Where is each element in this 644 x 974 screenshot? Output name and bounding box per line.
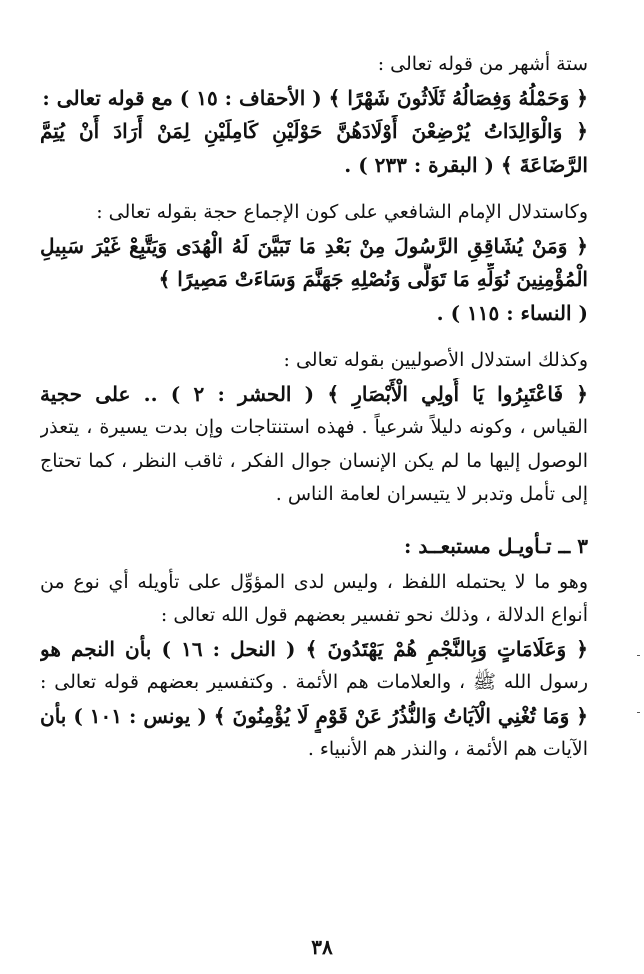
text-line: أنواع الدلالة ، وذلك نحو تفسير بعضهم قول الله تعالى : (160, 604, 588, 626)
verse-line: ﴿ وَمَنْ يُشَاقِقِ الرَّسُولَ مِنْ بَعْدِ مَا تَبَيَّنَ لَهُ الْهُدَى وَيَتَّبِعْ غَيْرَ سَبِيلِ (40, 233, 588, 258)
verse-line: الرَّضَاعَةَ ﴾ ( البقرة : ٢٣٣ ) . (344, 152, 588, 177)
verse-line: ﴿ وَالْوَالِدَاتُ يُرْضِعْنَ أَوْلَادَهُنَّ حَوْلَيْنِ كَامِلَيْنِ لِمَنْ أَرَادَ أَنْ يُتِمَّ (40, 119, 588, 143)
page-number: ٣٨ (311, 935, 333, 959)
section-heading: ٣ ــ تـأويـل مستبعــد : (404, 533, 588, 558)
verse-line: ( النساء : ١١٥ ) . (436, 300, 588, 325)
text-line: رسول الله ﷺ ، والعلامات هم الأئمة . وكتفسير بعضهم قوله تعالى : (40, 671, 588, 693)
text-line: وهو ما لا يحتمله اللفظ ، وليس لدى المؤوِّل على تأويله أي نوع من (40, 570, 588, 593)
verse-line: ﴿ وَعَلَامَاتٍ وَبِالنَّجْمِ هُمْ يَهْتَدُونَ ﴾ ( النحل : ١٦ ) بأن النجم هو (40, 636, 588, 661)
margin-mark (637, 655, 640, 656)
text-line: ستة أشهر من قوله تعالى : (377, 53, 588, 75)
verse-line: ﴿ وَمَا تُغْنِي الْآيَاتُ وَالنُّذُرُ عَنْ قَوْمٍ لَا يُؤْمِنُونَ ﴾ ( يونس : ١٠١ ) بأن (40, 703, 588, 728)
verse-line: الْمُؤْمِنِينَ نُوَلِّهِ مَا تَوَلَّى وَنُصْلِهِ جَهَنَّمَ وَسَاءَتْ مَصِيرًا ﴾ (158, 267, 588, 291)
text-line: القياس ، وكونه دليلاً شرعياً . فهذه استنتاجات وإن بدت يسيرة ، يتعذر (40, 416, 588, 438)
verse-line: ﴿ وَحَمْلُهُ وَفِصَالُهُ ثَلَاثُونَ شَهْرًا ﴾ ( الأحقاف : ١٥ ) مع قوله تعالى : (42, 85, 588, 110)
text-line: الآيات هم الأئمة ، والنذر هم الأنبياء . (307, 738, 588, 760)
text-line: وكاستدلال الإمام الشافعي على كون الإجماع حجة بقوله تعالى : (96, 201, 588, 223)
margin-mark (637, 712, 640, 713)
page-body (40, 48, 588, 767)
text-line: إلى تأمل وتدبر لا يتيسران لعامة الناس . (275, 483, 588, 505)
text-line: الوصول إليها ما لم يكن الإنسان جوال الفكر ، ثاقب النظر ، كما تحتاج (40, 449, 588, 472)
verse-line: ﴿ فَاعْتَبِرُوا يَا أُولِي الْأَبْصَارِ ﴾ ( الحشر : ٢ ) .. على حجية (40, 381, 588, 406)
text-line: وكذلك استدلال الأصوليين بقوله تعالى : (283, 349, 588, 371)
